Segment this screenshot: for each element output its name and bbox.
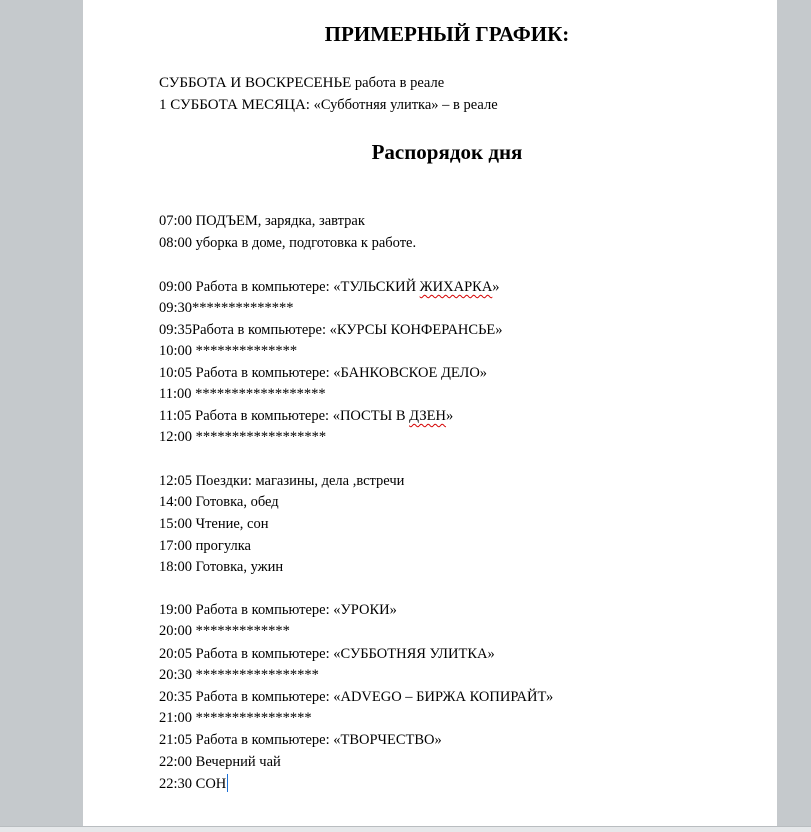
schedule-text: Чтение, сон (192, 516, 269, 532)
schedule-text: ************** (192, 300, 294, 316)
schedule-text: прогулка (192, 538, 251, 554)
schedule-line (159, 558, 283, 576)
schedule-line (159, 493, 279, 511)
schedule-text: Работа в компьютере: «БАНКОВСКОЕ ДЕЛО» (192, 365, 488, 381)
schedule-text: СОН (192, 776, 227, 792)
schedule-line (159, 666, 319, 684)
schedule-time: 07:00 (159, 213, 193, 229)
schedule-line (159, 321, 503, 339)
document-title: ПРИМЕРНЫЙ ГРАФИК: (324, 22, 570, 46)
schedule-line (159, 753, 281, 771)
intro-rest: «Субботняя улитка» – в реале (309, 97, 498, 113)
schedule-time: 21:00 (159, 710, 193, 726)
schedule-text: Работа в компьютере: «ADVEGO – БИРЖА КОПИРАЙТ» (192, 689, 554, 705)
horizontal-scrollbar[interactable] (0, 826, 811, 832)
schedule-time: 15:00 (159, 516, 193, 532)
schedule-time: 09:35 (159, 322, 193, 338)
intro-line (159, 74, 444, 92)
schedule-line (159, 601, 397, 619)
intro-caps: СУББОТА И ВОСКРЕСЕНЬЕ (159, 75, 352, 91)
schedule-text: Работа в компьютере: «КУРСЫ КОНФЕРАНСЬЕ» (192, 322, 503, 338)
schedule-text: Поездки: магазины, дела ,встречи (192, 473, 405, 489)
schedule-time: 09:00 (159, 279, 193, 295)
schedule-text: ************** (192, 343, 298, 359)
schedule-line (159, 537, 251, 555)
schedule-text: ***************** (192, 667, 319, 683)
schedule-time: 12:05 (159, 473, 193, 489)
schedule-time: 18:00 (159, 559, 193, 575)
schedule-time: 10:05 (159, 365, 193, 381)
schedule-line (159, 212, 365, 230)
schedule-text: Вечерний чай (192, 754, 281, 770)
schedule-line (159, 428, 326, 446)
document-page[interactable] (83, 0, 777, 826)
schedule-text-tail: » (446, 408, 454, 424)
spellcheck-flagged-word[interactable]: ДЗЕН (409, 408, 447, 424)
schedule-line (159, 709, 312, 727)
spellcheck-flagged-word[interactable]: ЖИХАРКА (419, 279, 493, 295)
intro-line (159, 96, 498, 114)
schedule-line (159, 645, 495, 663)
schedule-text: ************* (192, 623, 290, 639)
schedule-text: уборка в доме, подготовка к работе. (192, 235, 417, 251)
schedule-text: Работа в компьютере: «ТУЛЬСКИЙ (192, 279, 420, 295)
schedule-line (159, 385, 326, 403)
schedule-time: 11:05 (159, 408, 192, 424)
schedule-time: 22:00 (159, 754, 193, 770)
schedule-text-tail: » (492, 279, 500, 295)
schedule-time: 12:00 (159, 429, 193, 445)
schedule-line (159, 299, 294, 317)
schedule-time: 17:00 (159, 538, 193, 554)
schedule-line (159, 622, 290, 640)
schedule-line (159, 731, 442, 749)
schedule-text: ПОДЪЕМ, зарядка, завтрак (192, 213, 365, 229)
schedule-time: 20:30 (159, 667, 193, 683)
schedule-line (159, 774, 228, 793)
text-cursor (227, 774, 228, 792)
schedule-text: Работа в компьютере: «ТВОРЧЕСТВО» (192, 732, 442, 748)
schedule-line (159, 472, 404, 490)
schedule-text: Работа в компьютере: «УРОКИ» (192, 602, 397, 618)
schedule-time: 20:05 (159, 646, 193, 662)
schedule-time: 08:00 (159, 235, 193, 251)
section-heading: Распорядок дня (371, 140, 523, 164)
schedule-line (159, 342, 297, 360)
schedule-text: Готовка, ужин (192, 559, 284, 575)
schedule-text: **************** (192, 710, 312, 726)
schedule-time: 14:00 (159, 494, 193, 510)
schedule-text: Готовка, обед (192, 494, 279, 510)
schedule-time: 11:00 (159, 386, 192, 402)
schedule-text: ****************** (192, 429, 327, 445)
schedule-time: 09:30 (159, 300, 193, 316)
schedule-time: 10:00 (159, 343, 193, 359)
schedule-time: 20:00 (159, 623, 193, 639)
schedule-time: 19:00 (159, 602, 193, 618)
intro-caps: 1 СУББОТА МЕСЯЦА: (159, 97, 310, 113)
schedule-line (159, 234, 416, 252)
schedule-time: 21:05 (159, 732, 193, 748)
schedule-text: Работа в компьютере: «СУББОТНЯЯ УЛИТКА» (192, 646, 495, 662)
schedule-line (159, 688, 553, 706)
schedule-line (159, 515, 269, 533)
schedule-text: Работа в компьютере: «ПОСТЫ В (191, 408, 410, 424)
schedule-line (159, 364, 487, 382)
schedule-time: 20:35 (159, 689, 193, 705)
schedule-line (159, 278, 500, 296)
schedule-time: 22:30 (159, 776, 193, 792)
intro-rest: работа в реале (351, 75, 445, 91)
schedule-line (159, 407, 453, 425)
schedule-text: ****************** (191, 386, 326, 402)
